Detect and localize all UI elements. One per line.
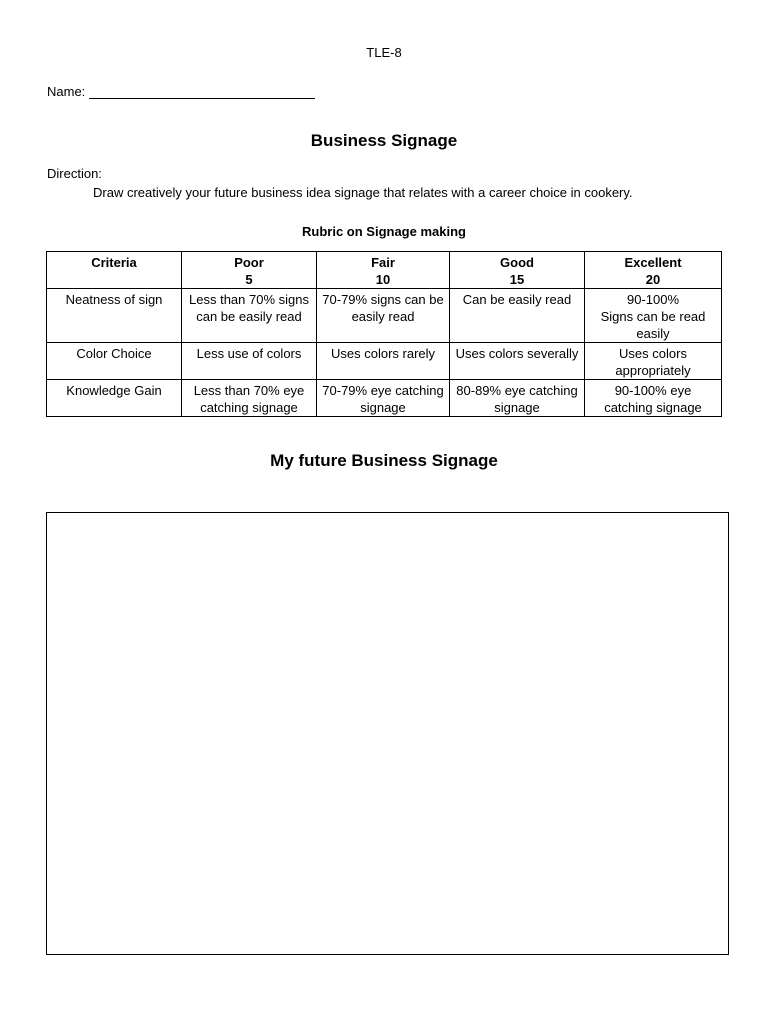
page-title: Business Signage bbox=[310, 131, 458, 150]
header-excellent bbox=[585, 252, 722, 289]
header-fair-label: Fair bbox=[371, 255, 395, 270]
header-good bbox=[450, 252, 585, 289]
header-excellent-score: 20 bbox=[645, 272, 661, 287]
header-poor-label: Poor bbox=[234, 255, 264, 270]
cell-poor: Less use of colors bbox=[182, 343, 317, 380]
header-criteria bbox=[47, 252, 182, 289]
header-fair-score: 10 bbox=[375, 272, 391, 287]
cell-criteria: Knowledge Gain bbox=[47, 380, 182, 417]
name-field-row bbox=[47, 84, 315, 99]
header-excellent-label: Excellent bbox=[624, 255, 682, 270]
cell-fair: Uses colors rarely bbox=[317, 343, 450, 380]
rubric-table bbox=[46, 251, 722, 417]
rubric-title: Rubric on Signage making bbox=[302, 224, 466, 239]
cell-good: Can be easily read bbox=[450, 289, 585, 343]
cell-excellent bbox=[585, 289, 722, 343]
header-criteria-label: Criteria bbox=[91, 255, 137, 270]
name-label: Name: bbox=[47, 84, 86, 99]
cell-fair: 70-79% signs can be easily read bbox=[317, 289, 450, 343]
table-row bbox=[47, 380, 722, 417]
header-good-score: 15 bbox=[509, 272, 525, 287]
table-row bbox=[47, 343, 722, 380]
header-poor bbox=[182, 252, 317, 289]
cell-excellent-line2: Signs can be read easily bbox=[600, 309, 706, 341]
header-good-label: Good bbox=[500, 255, 534, 270]
cell-criteria: Color Choice bbox=[47, 343, 182, 380]
document-code: TLE-8 bbox=[366, 45, 402, 60]
direction-label: Direction: bbox=[47, 166, 102, 181]
cell-excellent: 90-100% eye catching signage bbox=[585, 380, 722, 417]
signage-drawing-area[interactable] bbox=[46, 512, 729, 955]
cell-poor: Less than 70% signs can be easily read bbox=[182, 289, 317, 343]
cell-fair: 70-79% eye catching signage bbox=[317, 380, 450, 417]
cell-poor: Less than 70% eye catching signage bbox=[182, 380, 317, 417]
cell-good: Uses colors severally bbox=[450, 343, 585, 380]
table-row bbox=[47, 289, 722, 343]
signage-section-title: My future Business Signage bbox=[270, 451, 498, 470]
cell-excellent: Uses colors appropriately bbox=[585, 343, 722, 380]
name-blank-line[interactable] bbox=[89, 85, 315, 99]
rubric-header-row bbox=[47, 252, 722, 289]
header-fair bbox=[317, 252, 450, 289]
cell-excellent-line1: 90-100% bbox=[626, 292, 680, 307]
cell-good: 80-89% eye catching signage bbox=[450, 380, 585, 417]
cell-criteria: Neatness of sign bbox=[47, 289, 182, 343]
direction-text: Draw creatively your future business idea signage that relates with a career choice in cookery. bbox=[93, 185, 633, 200]
header-poor-score: 5 bbox=[245, 272, 253, 287]
